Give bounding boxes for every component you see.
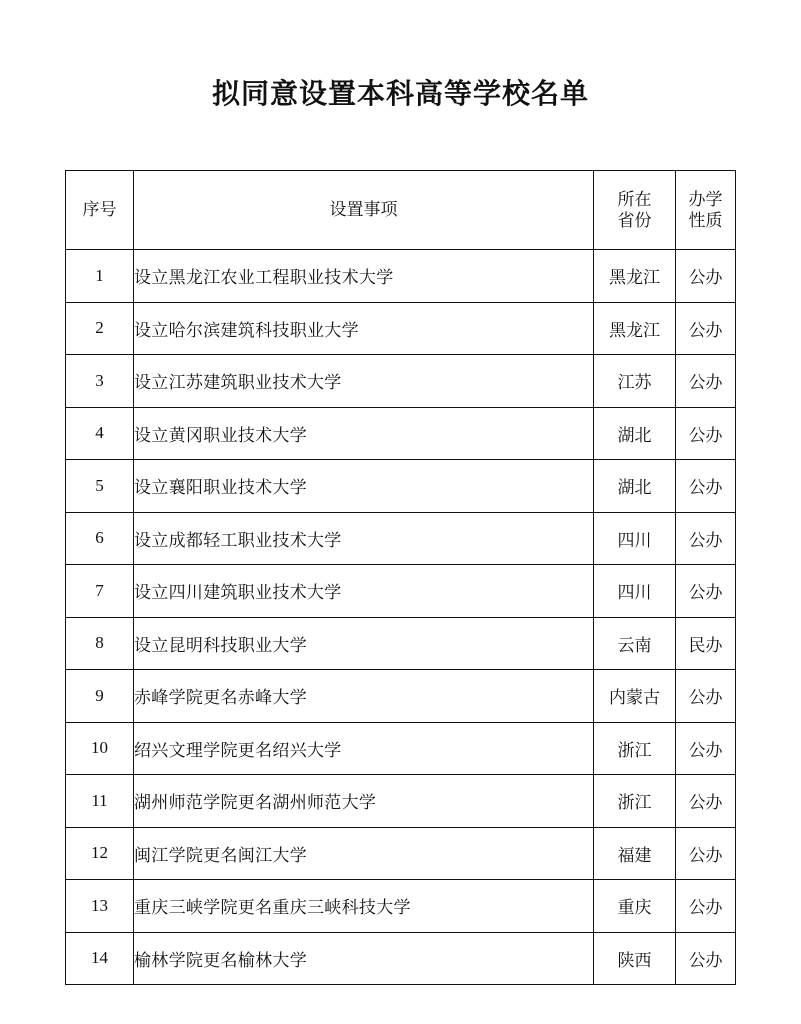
table-row [66, 250, 736, 303]
row-index: 12 [66, 827, 134, 880]
row-item: 设立成都轻工职业技术大学 [134, 512, 594, 565]
row-type: 民办 [676, 617, 736, 670]
row-province: 重庆 [594, 880, 676, 933]
column-header-province-line1: 所在 [617, 189, 652, 209]
row-province: 湖北 [594, 407, 676, 460]
row-index: 11 [66, 775, 134, 828]
column-header-province [594, 171, 676, 250]
table-row [66, 355, 736, 408]
table-row [66, 722, 736, 775]
table-header [66, 171, 736, 250]
column-header-type [676, 171, 736, 250]
row-item: 赤峰学院更名赤峰大学 [134, 670, 594, 723]
table-row [66, 302, 736, 355]
row-index: 8 [66, 617, 134, 670]
row-item: 榆林学院更名榆林大学 [134, 932, 594, 985]
row-type: 公办 [676, 460, 736, 513]
row-type: 公办 [676, 302, 736, 355]
table-body [66, 250, 736, 985]
row-province: 浙江 [594, 775, 676, 828]
table-row [66, 565, 736, 618]
row-item: 设立哈尔滨建筑科技职业大学 [134, 302, 594, 355]
table-row [66, 512, 736, 565]
row-type: 公办 [676, 722, 736, 775]
row-index: 6 [66, 512, 134, 565]
row-item: 设立四川建筑职业技术大学 [134, 565, 594, 618]
row-type: 公办 [676, 670, 736, 723]
row-item: 设立江苏建筑职业技术大学 [134, 355, 594, 408]
table-row [66, 880, 736, 933]
row-province: 云南 [594, 617, 676, 670]
approved-universities-table [65, 170, 736, 985]
column-header-type-line1: 办学 [688, 189, 723, 209]
row-item: 湖州师范学院更名湖州师范大学 [134, 775, 594, 828]
row-index: 9 [66, 670, 134, 723]
row-item: 闽江学院更名闽江大学 [134, 827, 594, 880]
row-type: 公办 [676, 827, 736, 880]
row-index: 14 [66, 932, 134, 985]
page-title: 拟同意设置本科高等学校名单 [211, 79, 589, 110]
row-item: 设立襄阳职业技术大学 [134, 460, 594, 513]
row-index: 10 [66, 722, 134, 775]
table-row [66, 460, 736, 513]
row-type: 公办 [676, 250, 736, 303]
row-index: 7 [66, 565, 134, 618]
row-province: 福建 [594, 827, 676, 880]
row-index: 1 [66, 250, 134, 303]
row-item: 重庆三峡学院更名重庆三峡科技大学 [134, 880, 594, 933]
row-province: 陕西 [594, 932, 676, 985]
row-province: 湖北 [594, 460, 676, 513]
row-province: 浙江 [594, 722, 676, 775]
row-province: 江苏 [594, 355, 676, 408]
row-item: 设立昆明科技职业大学 [134, 617, 594, 670]
table-header-row [66, 171, 736, 250]
column-header-item: 设置事项 [134, 171, 594, 250]
row-index: 3 [66, 355, 134, 408]
row-item: 设立黄冈职业技术大学 [134, 407, 594, 460]
column-header-type-line2: 性质 [688, 211, 723, 230]
column-header-index: 序号 [66, 171, 134, 250]
row-index: 2 [66, 302, 134, 355]
row-index: 13 [66, 880, 134, 933]
table-container [0, 170, 801, 985]
row-index: 5 [66, 460, 134, 513]
row-province: 四川 [594, 512, 676, 565]
row-index: 4 [66, 407, 134, 460]
row-type: 公办 [676, 775, 736, 828]
row-province: 黑龙江 [594, 302, 676, 355]
row-type: 公办 [676, 407, 736, 460]
table-row [66, 670, 736, 723]
column-header-province-line2: 省份 [617, 211, 652, 230]
row-province: 黑龙江 [594, 250, 676, 303]
row-province: 内蒙古 [594, 670, 676, 723]
row-type: 公办 [676, 932, 736, 985]
table-row [66, 775, 736, 828]
table-row [66, 827, 736, 880]
row-item: 设立黑龙江农业工程职业技术大学 [134, 250, 594, 303]
table-row [66, 407, 736, 460]
row-type: 公办 [676, 565, 736, 618]
row-type: 公办 [676, 512, 736, 565]
row-type: 公办 [676, 880, 736, 933]
row-item: 绍兴文理学院更名绍兴大学 [134, 722, 594, 775]
table-row [66, 932, 736, 985]
row-province: 四川 [594, 565, 676, 618]
table-row [66, 617, 736, 670]
row-type: 公办 [676, 355, 736, 408]
